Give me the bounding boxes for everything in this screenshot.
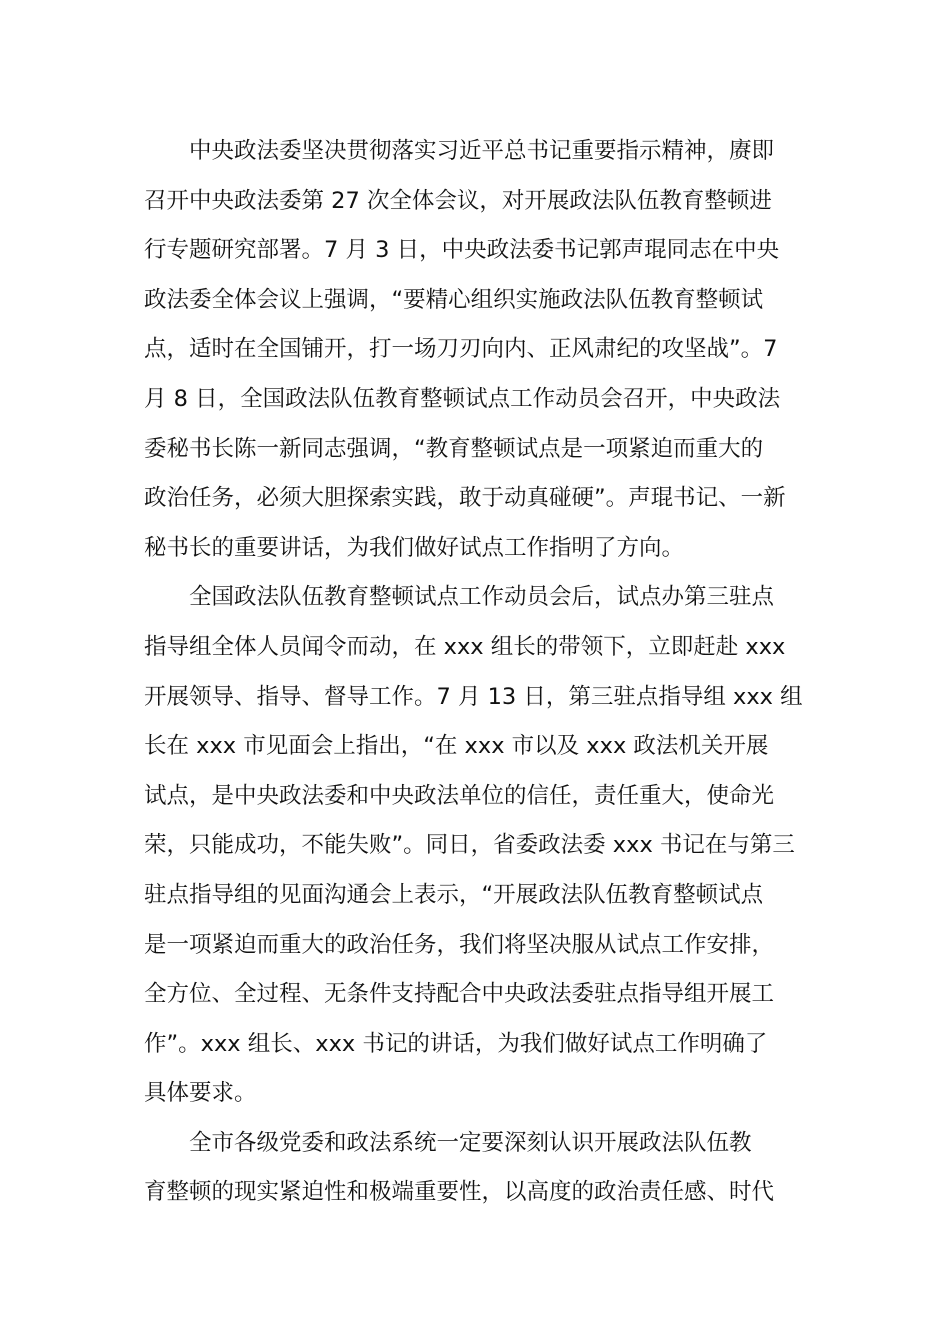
text-line: 行专题研究部署。7 月 3 日，中央政法委书记郭声琨同志在中央 (144, 237, 780, 264)
text-line: 作”。xxx 组长、xxx 书记的讲话，为我们做好试点工作明确了 (144, 1030, 768, 1057)
text-line: 指导组全体人员闻令而动，在 xxx 组长的带领下，立即赶赴 xxx (144, 633, 786, 660)
text-line: 开展领导、指导、督导工作。7 月 13 日，第三驻点指导组 xxx 组 (144, 683, 803, 710)
body-text (144, 127, 814, 1218)
text-line: 育整顿的现实紧迫性和极端重要性，以高度的政治责任感、时代 (144, 1179, 775, 1206)
text-line: 政法委全体会议上强调，“要精心组织实施政法队伍教育整顿试 (144, 286, 764, 313)
text-line: 全市各级党委和政法系统一定要深刻认识开展政法队伍教 (144, 1129, 752, 1156)
text-line: 长在 xxx 市见面会上指出，“在 xxx 市以及 xxx 政法机关开展 (144, 733, 769, 760)
text-line: 月 8 日，全国政法队伍教育整顿试点工作动员会召开，中央政法 (144, 385, 781, 412)
text-line: 驻点指导组的见面沟通会上表示，“开展政法队伍教育整顿试点 (144, 881, 764, 908)
text-line: 试点，是中央政法委和中央政法单位的信任，责任重大，使命光 (144, 782, 775, 809)
text-line: 全方位、全过程、无条件支持配合中央政法委驻点指导组开展工 (144, 981, 775, 1008)
text-line: 荣，只能成功，不能失败”。同日，省委政法委 xxx 书记在与第三 (144, 832, 795, 859)
text-line: 委秘书长陈一新同志强调，“教育整顿试点是一项紧迫而重大的 (144, 435, 764, 462)
text-line: 政治任务，必须大胆探索实践，敢于动真碰硬”。声琨书记、一新 (144, 485, 786, 512)
text-line: 中央政法委坚决贯彻落实习近平总书记重要指示精神，赓即 (144, 138, 775, 164)
text-line: 点，适时在全国铺开，打一场刀刃向内、正风肃纪的攻坚战”。7 (144, 336, 778, 363)
text-line: 具体要求。 (144, 1080, 257, 1107)
text-line: 是一项紧迫而重大的政治任务，我们将坚决服从试点工作安排， (144, 931, 775, 958)
text-line: 全国政法队伍教育整顿试点工作动员会后，试点办第三驻点 (144, 584, 775, 611)
text-line: 秘书长的重要讲话，为我们做好试点工作指明了方向。 (144, 534, 685, 561)
text-line: 召开中央政法委第 27 次全体会议，对开展政法队伍教育整顿进 (144, 187, 772, 214)
